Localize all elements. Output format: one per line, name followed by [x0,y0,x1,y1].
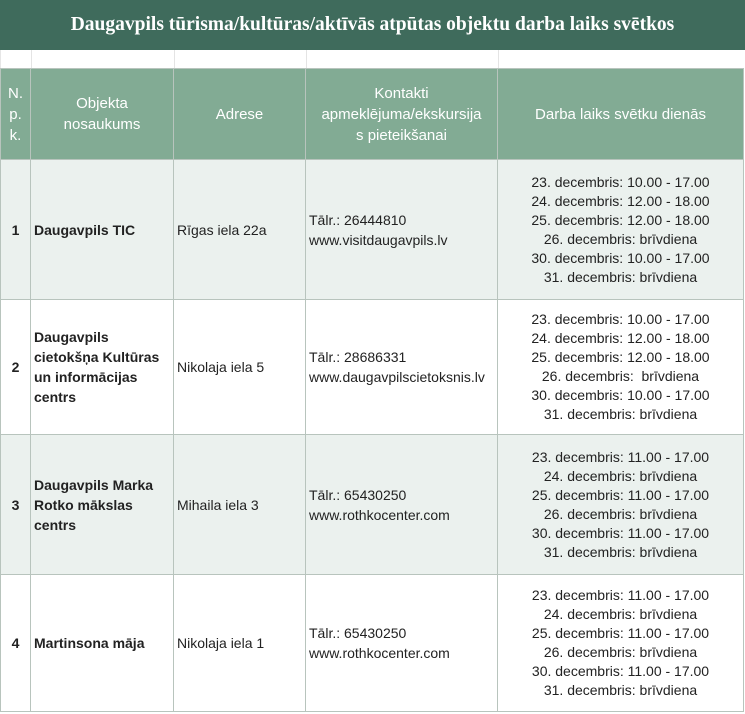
table-row [1,575,744,712]
hours-line: 30. decembris: 11.00 - 17.00 [531,663,710,679]
row-number: 4 [1,575,31,712]
object-name: Martinsona māja [31,575,174,712]
hours-line: 23. decembris: 10.00 - 17.00 [531,311,710,327]
hours-line: 26. decembris: brīvdiena [543,505,698,522]
row-number: 2 [1,300,31,435]
hours-line: 26. decembris: brīvdiena [543,230,698,247]
object-name: Daugavpils cietokšņa Kultūras un informācijas centrs [31,300,174,435]
header-address: Adrese [174,69,306,160]
object-address: Mihaila iela 3 [174,435,306,575]
contact-website: www.rothkocenter.com [309,645,450,661]
contact-phone: Tālr.: 65430250 [309,625,407,641]
object-contacts [306,300,498,435]
object-contacts [306,575,498,712]
table-row [1,160,744,300]
contact-phone: Tālr.: 65430250 [309,486,407,503]
hours-line: 25. decembris: 12.00 - 18.00 [531,349,710,365]
hours-line: 30. decembris: 10.00 - 17.00 [531,249,710,266]
holiday-hours [498,435,744,575]
table-row [1,435,744,575]
object-contacts [306,435,498,575]
page-title: Daugavpils tūrisma/kultūras/aktīvās atpūtas objektu darba laiks svētkos [0,0,745,50]
holiday-hours [498,300,744,435]
hours-line: 25. decembris: 12.00 - 18.00 [531,211,710,228]
object-name: Daugavpils TIC [31,160,174,300]
object-address: Rīgas iela 22a [174,160,306,300]
contact-phone: Tālr.: 28686331 [309,349,407,365]
hours-line: 31. decembris: brīvdiena [543,268,698,285]
header-hours: Darba laiks svētku dienās [498,69,744,160]
hours-line: 26. decembris: brīvdiena [543,644,698,660]
object-name: Daugavpils Marka Rotko mākslas centrs [31,435,174,575]
hours-line: 24. decembris: brīvdiena [543,467,698,484]
table-header-row [1,69,744,160]
header-nr [1,69,31,160]
hours-line: 30. decembris: 10.00 - 17.00 [531,387,710,403]
contact-website: www.visitdaugavpils.lv [309,231,448,248]
header-nr-label: N. p. k. [8,84,23,144]
schedule-table [0,68,744,712]
hours-line: 26. decembris: brīvdiena [541,368,700,384]
hours-line: 23. decembris: 10.00 - 17.00 [531,173,710,190]
hours-line: 31. decembris: brīvdiena [543,543,698,560]
contact-phone: Tālr.: 26444810 [309,211,407,228]
object-address: Nikolaja iela 5 [174,300,306,435]
header-name: Objekta nosaukums [31,69,174,160]
hours-line: 25. decembris: 11.00 - 17.00 [531,486,710,503]
hours-line: 30. decembris: 11.00 - 17.00 [531,524,710,541]
spacer-row [0,50,745,68]
holiday-hours [498,575,744,712]
hours-line: 24. decembris: 12.00 - 18.00 [531,192,710,209]
contact-website: www.daugavpilscietoksnis.lv [309,369,485,385]
hours-line: 24. decembris: 12.00 - 18.00 [531,330,710,346]
hours-line: 23. decembris: 11.00 - 17.00 [531,587,710,603]
object-address: Nikolaja iela 1 [174,575,306,712]
row-number: 3 [1,435,31,575]
table-row [1,300,744,435]
contact-website: www.rothkocenter.com [309,506,450,523]
hours-line: 31. decembris: brīvdiena [543,406,698,422]
hours-line: 25. decembris: 11.00 - 17.00 [531,625,710,641]
row-number: 1 [1,160,31,300]
hours-line: 24. decembris: brīvdiena [543,606,698,622]
hours-line: 31. decembris: brīvdiena [543,682,698,698]
holiday-hours [498,160,744,300]
header-contacts: Kontakti apmeklējuma/ekskursija s pieteikšanai [306,69,498,160]
object-contacts [306,160,498,300]
hours-line: 23. decembris: 11.00 - 17.00 [531,448,710,465]
